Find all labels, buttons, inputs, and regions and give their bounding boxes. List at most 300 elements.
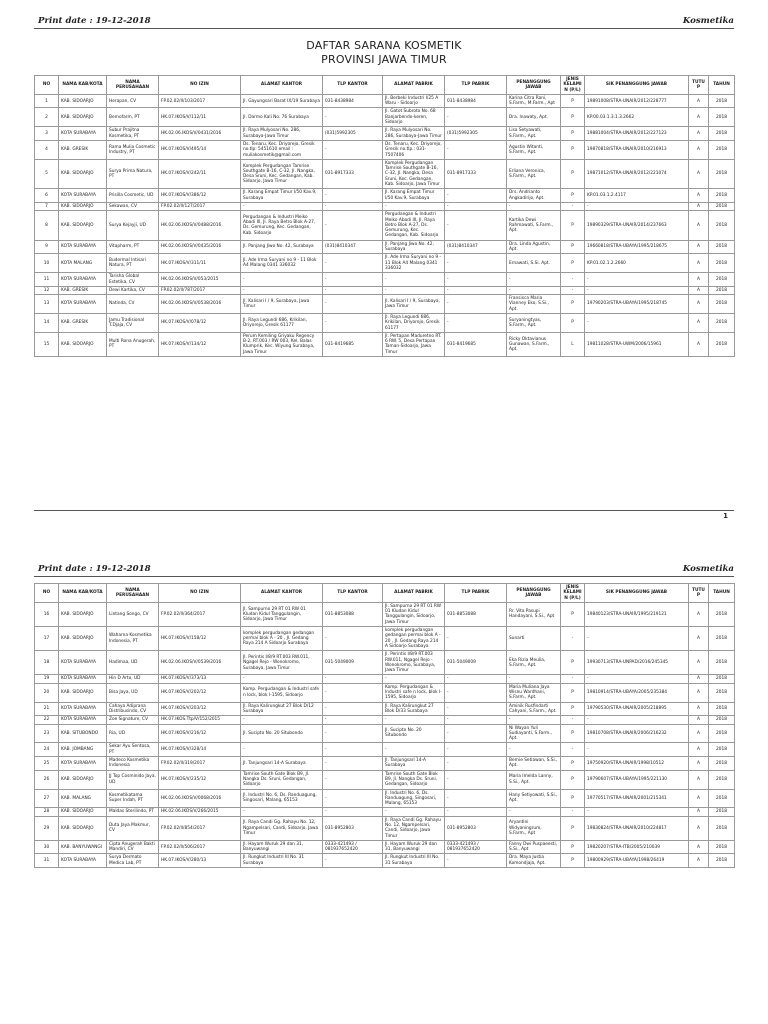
table-cell: FP.02.02/II/103/2017 [159,94,241,108]
table-cell: P [561,840,585,854]
table-cell: - [585,808,689,816]
table-cell: 19790530/STRA-UNAIR/2005/218895 [585,702,689,716]
table-cell: A [689,757,709,771]
table-cell: Karina Citra Rani, S.Farm., M.Farm., Apt [507,94,561,108]
table-cell: Jl. Kalisari I / 9, Surabaya, Jawa Timur [241,295,323,314]
table-cell: (031)8410347 [323,240,383,254]
table-cell: Sekawan, CV [107,202,159,210]
table-cell: 19770517/STRA-UNAIR/2001/215341 [585,789,689,808]
table-cell: Jl. Tanjungsari 14-A Surabaya [383,757,445,771]
table-cell: Jl. Sampurno 29 RT 01 RW 01 Kludan Kidul Tanggulangin, Sidoarjo, Jawa Timur [383,602,445,626]
column-header: ALAMAT PABRIK [383,584,445,603]
table-cell: - [323,808,383,816]
table-cell: KOTA SURABAYA [59,189,107,203]
table-cell: Ni Wayan Yuli Sudiayanti, S.Farm., Apt. [507,724,561,743]
table-cell: 031-8438984 [445,94,507,108]
table-cell: - [585,273,689,287]
table-cell: 2018 [709,189,735,203]
table-cell: FP.02.02/II/127/2017 [159,202,241,210]
table-cell: KAB. GRESIK [59,313,107,332]
table-cell: Jl. Hayam Wuruk 29 dan 31, Banyuwangi [241,840,323,854]
table-cell: P [561,159,585,188]
table-cell: Jl. Industri No. 6, Ds. Randuagung, Singosari, Malang, 65153 [241,789,323,808]
table-cell: 2018 [709,94,735,108]
table-cell: 2018 [709,840,735,854]
table-cell: 19830824/STRA-UNAIR/2010/224817 [585,816,689,840]
table-cell: - [445,627,507,651]
table-cell: Bernie Setiawan, S.Si., Apt. [507,757,561,771]
page-2 [34,562,734,868]
table-row [35,240,735,254]
table-cell: - [323,108,383,127]
table-cell: - [585,313,689,332]
table-row [35,702,735,716]
table-cell: A [689,816,709,840]
table-cell: Jl. Raya Legundi 686, Krikilan, Driyorejo, Gresik 61177 [383,313,445,332]
table-cell: Dra. Maya Justia Komondjaja, Apt. [507,854,561,868]
table-cell: FP.02.02/II/787/2017 [159,286,241,294]
table-cell: - [323,140,383,159]
table-cell: komplek pergudangan gedangan permai blok A - 20 , Jl. Gedang Raya 214 A Sidoarjo Surabaya [241,627,323,651]
table-cell: P [561,651,585,675]
table-cell: - [445,286,507,294]
table-cell: Fransisca Maria Vianney Eko, S.Si., Apt. [507,295,561,314]
table-cell: 2018 [709,332,735,356]
table-cell: Maldas Sterilindo, PT [107,808,159,816]
table-cell: A [689,189,709,203]
table-cell: A [689,840,709,854]
table-cell: 19840123/STRA-UNAIR/1995/219121 [585,602,689,626]
column-header: NAMA KAB/KOTA [59,584,107,603]
table-cell: 2018 [709,211,735,240]
table-cell: Jl. Ade Irma Suryani no 9 - 11 Blok A4 Malang 0341 336032 [241,254,323,273]
table-cell: Jl. Raya Legundi 686, Krikilan, Driyorejo, Gresik 61177 [241,313,323,332]
table-cell: - [323,702,383,716]
table-cell: - [383,716,445,724]
table-cell: - [241,286,323,294]
table-cell: HK.07.IKOS/V/328/14 [159,743,241,757]
table-cell: A [689,332,709,356]
table-cell: A [689,273,709,287]
table-row [35,332,735,356]
table-cell: KAB. SIDOARJO [59,94,107,108]
table-cell: 0333-421493 / 081937652420 [323,840,383,854]
table-cell: 2018 [709,816,735,840]
table-cell: - [323,313,383,332]
table-cell: A [689,140,709,159]
table-cell: 2018 [709,702,735,716]
table-cell: - [561,743,585,757]
table-cell: Tamrise South Gate Blok B9, Jl. Nangka Ds. Sruni, Gedangan, Sidoarjo [241,770,323,789]
table-cell: HK.07.IKOS/V/158/12 [159,627,241,651]
column-header: PENANGGUNG JAWAB [507,76,561,95]
table-cell: 2018 [709,716,735,724]
table-cell: 2018 [709,295,735,314]
table-cell: Zoe Signature, CV [107,716,159,724]
table-cell: Prisilla Cosmetic, UD [107,189,159,203]
table-cell: Hadimaa, UD [107,651,159,675]
table-cell: - [585,627,689,651]
table-cell: Jl. Sucipto No. 20 Situbondo [383,724,445,743]
column-header: TUTUP [689,584,709,603]
table-cell: HK.02.06.IKOS/V/053/2015 [159,273,241,287]
table-cell: 19820207/STRA-ITB/2005/210039 [585,840,689,854]
table-cell: 13 [35,295,59,314]
table-cell: P [561,94,585,108]
table-cell: A [689,94,709,108]
table-cell: Tamrise South Gate Blok B9, Jl. Nangka Ds. Sruni, Gedangan, Sidoarjo [383,770,445,789]
table-cell: A [689,211,709,240]
table-cell: 19930713/STRA-UNPAD/2016/245345 [585,651,689,675]
table-cell: P [561,757,585,771]
table-cell: 2018 [709,651,735,675]
table-cell: 31 [35,854,59,868]
table-cell: KAB. SIDOARJO [59,816,107,840]
table-cell: Maria Muliana Jaya Wisnu Wardhani, S.Farm., Apt. [507,683,561,702]
table-cell: Jl. Rungkut Industri III No. 31 Surabaya [241,854,323,868]
table-cell: 031-5049009 [445,651,507,675]
table-row [35,295,735,314]
table-cell: 5 [35,159,59,188]
table-cell: HK.02.06.IKOS/V/266/2015 [159,808,241,816]
table-cell: 22 [35,716,59,724]
table-row [35,651,735,675]
table-cell: HK.07.IKOS.Ttp/V/152/2015 [159,716,241,724]
table-cell: 28 [35,808,59,816]
table-cell: 19790607/STRA-UBAYA/1995/221130 [585,770,689,789]
table-cell: - [323,295,383,314]
column-header: NO IZIN [159,76,241,95]
table-cell: 7 [35,202,59,210]
table-cell: 2018 [709,202,735,210]
table-cell: 031-5049009 [323,651,383,675]
table-cell: - [507,286,561,294]
table-cell: Suryaningtyas, S.Farm., Apt. [507,313,561,332]
column-header: TAHUN [709,76,735,95]
table-cell: - [561,273,585,287]
table-row [35,189,735,203]
column-header: ALAMAT KANTOR [241,584,323,603]
cosmetics-table-page-2 [34,583,735,868]
table-cell: Multi Rona Anugerah, PT [107,332,159,356]
page-header [34,562,734,576]
table-cell: - [323,286,383,294]
table-cell: KAB. SIDOARJO [59,627,107,651]
column-header: NO [35,76,59,95]
table-cell: KOTA SURABAYA [59,675,107,683]
table-cell: - [445,273,507,287]
table-cell: 2018 [709,627,735,651]
table-cell: 19811028/STRA-UWM/2006/15961 [585,332,689,356]
table-cell: - [445,313,507,332]
table-header-row [35,584,735,603]
table-cell: Jl. Hayam Wuruk 29 dan 31, Banyuwangi [383,840,445,854]
table-cell: Jl. Raya Mulyosari No. 286, Surabaya-Jawa Timur [241,127,323,141]
table-cell: 2018 [709,127,735,141]
table-cell: - [323,675,383,683]
table-cell: Bernofarm, PT [107,108,159,127]
table-cell: Pergudangan & Industri Meiko Abadi III, Jl. Raya Betro Blok A-27, Ds. Gemurung, Kec. Gedangan, Kab. Sidoarjo [383,211,445,240]
table-body [35,94,735,356]
table-cell: Jl. Pertapan Maduretno RT. 6 RW. 5, Desa Pertapan Taman-Sidoarjo, Jawa Timur [383,332,445,356]
table-row [35,789,735,808]
table-cell: 19810708/STRA-UNAIR/2006/216232 [585,724,689,743]
table-cell: Pergudangan & Industri Meiko Abadi III, Jl. Raya Betro Blok A-27, Ds. Gemurung, Kec. Gedangan, Kab. Sidoarjo [241,211,323,240]
table-cell: Jl. Raya Mulyosari No. 286, Surabaya-Jawa Timur [383,127,445,141]
table-cell: - [507,716,561,724]
table-cell: A [689,675,709,683]
table-row [35,770,735,789]
table-cell: HK.02.06.IKOS/V/0488/2016 [159,211,241,240]
table-cell: 031-8438984 [323,94,383,108]
table-row [35,202,735,210]
table-cell: - [241,808,323,816]
table-cell: 2 [35,108,59,127]
table-cell: 19890329/STRA-UNAIR/2014/237663 [585,211,689,240]
column-header: JENIS KELAMIN (P/L) [561,584,585,603]
table-cell: - [445,202,507,210]
table-cell: KOTA SURABAYA [59,127,107,141]
category-label: Kosmetika [682,564,734,574]
table-cell: KP.00.03.1.3.1.3.2662 [585,108,689,127]
table-cell: - [585,743,689,757]
table-cell: KP.01.02.1.2.2660 [585,254,689,273]
table-cell: KAB. SIDOARJO [59,332,107,356]
table-cell: FP.02.02/II/506/2017 [159,840,241,854]
table-cell: P [561,211,585,240]
table-row [35,854,735,868]
table-cell: KOTA SURABAYA [59,716,107,724]
table-cell: - [323,757,383,771]
table-cell: - [323,743,383,757]
table-cell: KAB. GRESIK [59,140,107,159]
table-cell: Jamu Tradisional T.Djaja, CV [107,313,159,332]
table-cell: Jl. Gatot Subroto No. 68 Banjarbendo-keren, Sidoarjo [383,108,445,127]
column-header: NAMA KAB/KOTA [59,76,107,95]
table-cell: 3 [35,127,59,141]
table-cell: 031-8952803 [445,816,507,840]
table-cell: (031)5992305 [323,127,383,141]
table-cell: 2018 [709,724,735,743]
table-cell: - [323,716,383,724]
table-cell: Dewi Kartika, CV [107,286,159,294]
column-header: TLP PABRIK [445,584,507,603]
table-cell: Komplek Pergudangan Tamrise Southgate B-16, C-32, Jl. Nangka, Desa Sruni, Kec. Gedangan, Kab. Sidoarjo, Jawa Timur [383,159,445,188]
table-cell: Jl. Raya Candi Gg. Rahayu No. 12, Ngampelsari, Candi, Sidoarjo, Jawa Timur [241,816,323,840]
table-cell: A [689,683,709,702]
table-row [35,724,735,743]
table-cell: - [445,716,507,724]
table-cell: 0333-421493 / 081937652420 [445,840,507,854]
table-cell: - [383,808,445,816]
column-header: JENIS KELAMIN (P/L) [561,76,585,95]
table-cell: A [689,254,709,273]
table-cell: 19881004/STRA-UNAIR/2012/227123 [585,127,689,141]
table-cell: 24 [35,743,59,757]
table-cell: Agustin Witanti, S.Farm., Apt. [507,140,561,159]
table-cell: P [561,683,585,702]
table-cell: A [689,651,709,675]
table-cell: Duta Jaya Makmur, CV [107,816,159,840]
table-cell: - [445,854,507,868]
table-cell: A [689,808,709,816]
table-body [35,602,735,867]
table-cell: 031-8917333 [445,159,507,188]
table-cell: - [585,286,689,294]
table-cell: A [689,602,709,626]
table-cell: Cipta Anugerah Bakti Mandiri, CV [107,840,159,854]
table-row [35,743,735,757]
table-cell: - [323,202,383,210]
table-cell: Sunarti [507,627,561,651]
table-cell: - [445,254,507,273]
table-row [35,716,735,724]
table-cell: JJ Top Cosminido Jaya, UD [107,770,159,789]
category-label: Kosmetika [682,16,734,26]
table-cell: Rama Mulia Cosmetic Industry, PT [107,140,159,159]
table-cell: - [507,743,561,757]
table-cell: 6 [35,189,59,203]
table-cell: FP.02.02/II/364/2017 [159,602,241,626]
table-cell: HK.07.IKOS/V/373/13 [159,675,241,683]
table-cell: Aminik Rusfindarti Cahyani, S.Farm., Apt. [507,702,561,716]
table-cell: Ds. Tenaru, Kec. Driyorejo, Gresik no.tlp: 5451610 email : muliakosmetik@gmail.com [241,140,323,159]
table-cell: Madeco Kosmetika Indonesia [107,757,159,771]
table-cell: 031-8853088 [323,602,383,626]
table-cell: - [445,757,507,771]
table-cell: 19750920/STRA-UNAIR/1998/10512 [585,757,689,771]
table-cell: HK.02.06.IKOS/V/0435/2016 [159,240,241,254]
document-subtitle: PROVINSI JAWA TIMUR [321,53,447,66]
table-cell: FP.02.02/II/319/2017 [159,757,241,771]
table-cell: Kartika Dewi Rahmawati, S.Farm., Apt. [507,211,561,240]
table-cell: 17 [35,627,59,651]
table-cell: Bisa Jaya, UD [107,683,159,702]
table-cell: Jl. Ade Irma Suryani no 9 - 11 Blok A4 Malang 0341 336032 [383,254,445,273]
table-cell: Jl. Raya Candi Gg. Rahayu No. 12, Ngampelsari, Candi, Sidoarjo, Jawa Timur [383,816,445,840]
table-cell: P [561,313,585,332]
table-row [35,757,735,771]
table-row [35,273,735,287]
table-row [35,627,735,651]
table-cell: Fanny Dwi Puspaeesti, S.Si., Apt [507,840,561,854]
table-cell: Jl. Kalisari I / 9, Surabaya, Jawa Timur [383,295,445,314]
table-cell: HK.07.IKOS/V/386/12 [159,189,241,203]
table-cell: 23 [35,724,59,743]
column-header: NAMA PERUSAHAAN [107,76,159,95]
table-cell: 19660818/STRA-UBAYA/1995/218675 [585,240,689,254]
table-cell: 30 [35,840,59,854]
table-cell: P [561,724,585,743]
table-cell: KAB. MALANG [59,789,107,808]
table-cell: Jl. Sucipto No. 20 Situbondo [241,724,323,743]
table-cell: Tarisha Global Estetika, CV [107,273,159,287]
table-row [35,840,735,854]
table-cell: KAB. SIDOARJO [59,683,107,702]
table-cell: 2018 [709,675,735,683]
table-row [35,286,735,294]
table-cell: 19871012/STRA-UNAIR/2012/221074 [585,159,689,188]
table-cell: - [445,108,507,127]
table-cell: 4 [35,140,59,159]
column-header: TUTUP [689,76,709,95]
table-cell: - [383,675,445,683]
table-cell: - [445,140,507,159]
table-cell: HK.07.IKOS/V/495/14 [159,140,241,159]
table-cell: HK.02.06.IKOS/V/0431/2016 [159,127,241,141]
table-cell: Waharna Kosmetika Indonesia, PT [107,627,159,651]
table-cell: Drs. Andrianto Angkadirijo, Apt. [507,189,561,203]
column-header: NAMA PERUSAHAAN [107,584,159,603]
table-cell: 19891008/STRA-UNAIR/2012/228777 [585,94,689,108]
table-cell: KOTA SURABAYA [59,295,107,314]
table-cell: 031-8952803 [323,816,383,840]
table-cell: KOTA SURABAYA [59,757,107,771]
table-cell: Ria, UD [107,724,159,743]
table-cell: - [323,683,383,702]
table-cell: Eka Rizia Meulia, S.Farm., Apt. [507,651,561,675]
table-cell: KP.01.03.1.2.4117 [585,189,689,203]
table-cell: - [323,789,383,808]
table-cell: - [445,724,507,743]
table-cell: 19790203/STRA-UBAYA/1995/218745 [585,295,689,314]
table-cell: Jl. Darmo Kali No. 76 Surabaya [241,108,323,127]
table-cell: HK.07.IKOS/V/203/12 [159,702,241,716]
table-cell: Jl. Karang Empat Timur I/50 Kav.9, Surabaya [383,189,445,203]
page-header [34,14,734,28]
table-cell: Surya Kejayji, UD [107,211,159,240]
table-cell: A [689,702,709,716]
table-cell: Ds. Tenaru, Kec. Driyorejo, Gresik no.tlp.: 031-7507406 [383,140,445,159]
table-cell: KOTA SURABAYA [59,702,107,716]
table-cell: - [585,675,689,683]
table-cell: 25 [35,757,59,771]
table-cell: 29 [35,816,59,840]
table-cell: - [323,724,383,743]
table-cell: Dra. Inawaty, Apt. [507,108,561,127]
table-cell: 2018 [709,273,735,287]
table-cell: - [445,770,507,789]
table-cell: P [561,602,585,626]
table-cell: 031-8917333 [323,159,383,188]
table-cell: - [445,702,507,716]
table-cell: P [561,189,585,203]
table-row [35,94,735,108]
table-cell: A [689,159,709,188]
table-row [35,675,735,683]
table-cell: Subur Prajitna Kosmetika, PT [107,127,159,141]
table-cell: Maria Imelda Lanny, S.Si., Apt. [507,770,561,789]
table-cell: 19800929/STRA-UBAYA/1998/26419 [585,854,689,868]
table-cell: KAB. SIDOARJO [59,770,107,789]
table-cell: 2018 [709,140,735,159]
table-cell: Kosmetikatama Super Indah, PT [107,789,159,808]
table-cell: - [241,273,323,287]
table-cell: - [323,211,383,240]
table-cell: Dra. Linda Agustin, Apt. [507,240,561,254]
table-cell: Lintang Songo, CV [107,602,159,626]
table-cell: 2018 [709,254,735,273]
table-cell: KAB. SIDOARJO [59,202,107,210]
table-cell: 2018 [709,770,735,789]
table-cell: 2018 [709,108,735,127]
table-cell: P [561,816,585,840]
table-cell: - [383,202,445,210]
table-cell: KAB. SIDOARJO [59,808,107,816]
table-cell: - [323,254,383,273]
table-cell: - [445,789,507,808]
table-cell: HK.07.IKOS/V/202/12 [159,683,241,702]
